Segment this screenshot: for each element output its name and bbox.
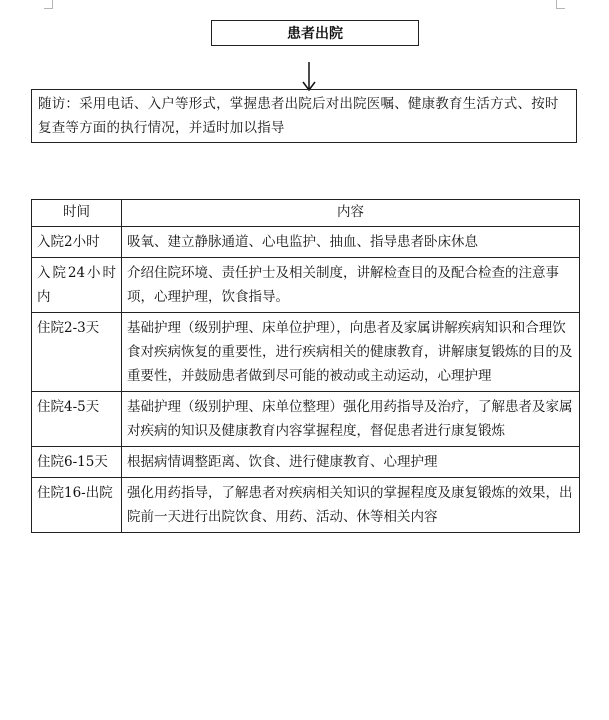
content-cell: 基础护理（级别护理、床单位护理），向患者及家属讲解疾病知识和合理饮食对疾病恢复的重要性，进行疾病相关的健康教育，讲解康复锻炼的目的及重要性，并鼓励患者做到尽可能的被动或主动运动，心理护理 — [122, 313, 580, 392]
table-row — [32, 258, 580, 313]
care-schedule-table — [31, 199, 580, 533]
page-corner-mark-right — [556, 0, 565, 9]
content-cell: 基础护理（级别护理、床单位整理）强化用药指导及治疗，了解患者及家属对疾病的知识及健康教育内容掌握程度，督促患者进行康复锻炼 — [122, 392, 580, 447]
page-corner-mark-left — [44, 0, 53, 9]
down-arrow-icon — [299, 62, 319, 92]
table-row — [32, 227, 580, 258]
table-header-row — [32, 200, 580, 227]
followup-box — [31, 89, 577, 143]
time-cell: 入院24小时内 — [32, 258, 122, 313]
time-cell: 入院2小时 — [32, 227, 122, 258]
table-row — [32, 447, 580, 478]
time-cell: 住院16-出院 — [32, 478, 122, 533]
content-cell: 介绍住院环境、责任护士及相关制度，讲解检查目的及配合检查的注意事项，心理护理，饮食指导。 — [122, 258, 580, 313]
time-cell: 住院4-5天 — [32, 392, 122, 447]
header-time: 时间 — [32, 200, 122, 227]
content-cell: 强化用药指导，了解患者对疾病相关知识的掌握程度及康复锻炼的效果，出院前一天进行出院饮食、用药、活动、休等相关内容 — [122, 478, 580, 533]
followup-text: 随访：采用电话、入户等形式，掌握患者出院后对出院医嘱、健康教育生活方式、按时复查等方面的执行情况，并适时加以指导 — [38, 96, 559, 136]
time-cell: 住院2-3天 — [32, 313, 122, 392]
table-row — [32, 478, 580, 533]
discharge-title: 患者出院 — [287, 26, 343, 42]
time-cell: 住院6-15天 — [32, 447, 122, 478]
header-content: 内容 — [122, 200, 580, 227]
content-cell: 根据病情调整距离、饮食、进行健康教育、心理护理 — [122, 447, 580, 478]
discharge-title-box — [211, 20, 419, 46]
table-row — [32, 392, 580, 447]
table-row — [32, 313, 580, 392]
content-cell: 吸氧、建立静脉通道、心电监护、抽血、指导患者卧床休息 — [122, 227, 580, 258]
